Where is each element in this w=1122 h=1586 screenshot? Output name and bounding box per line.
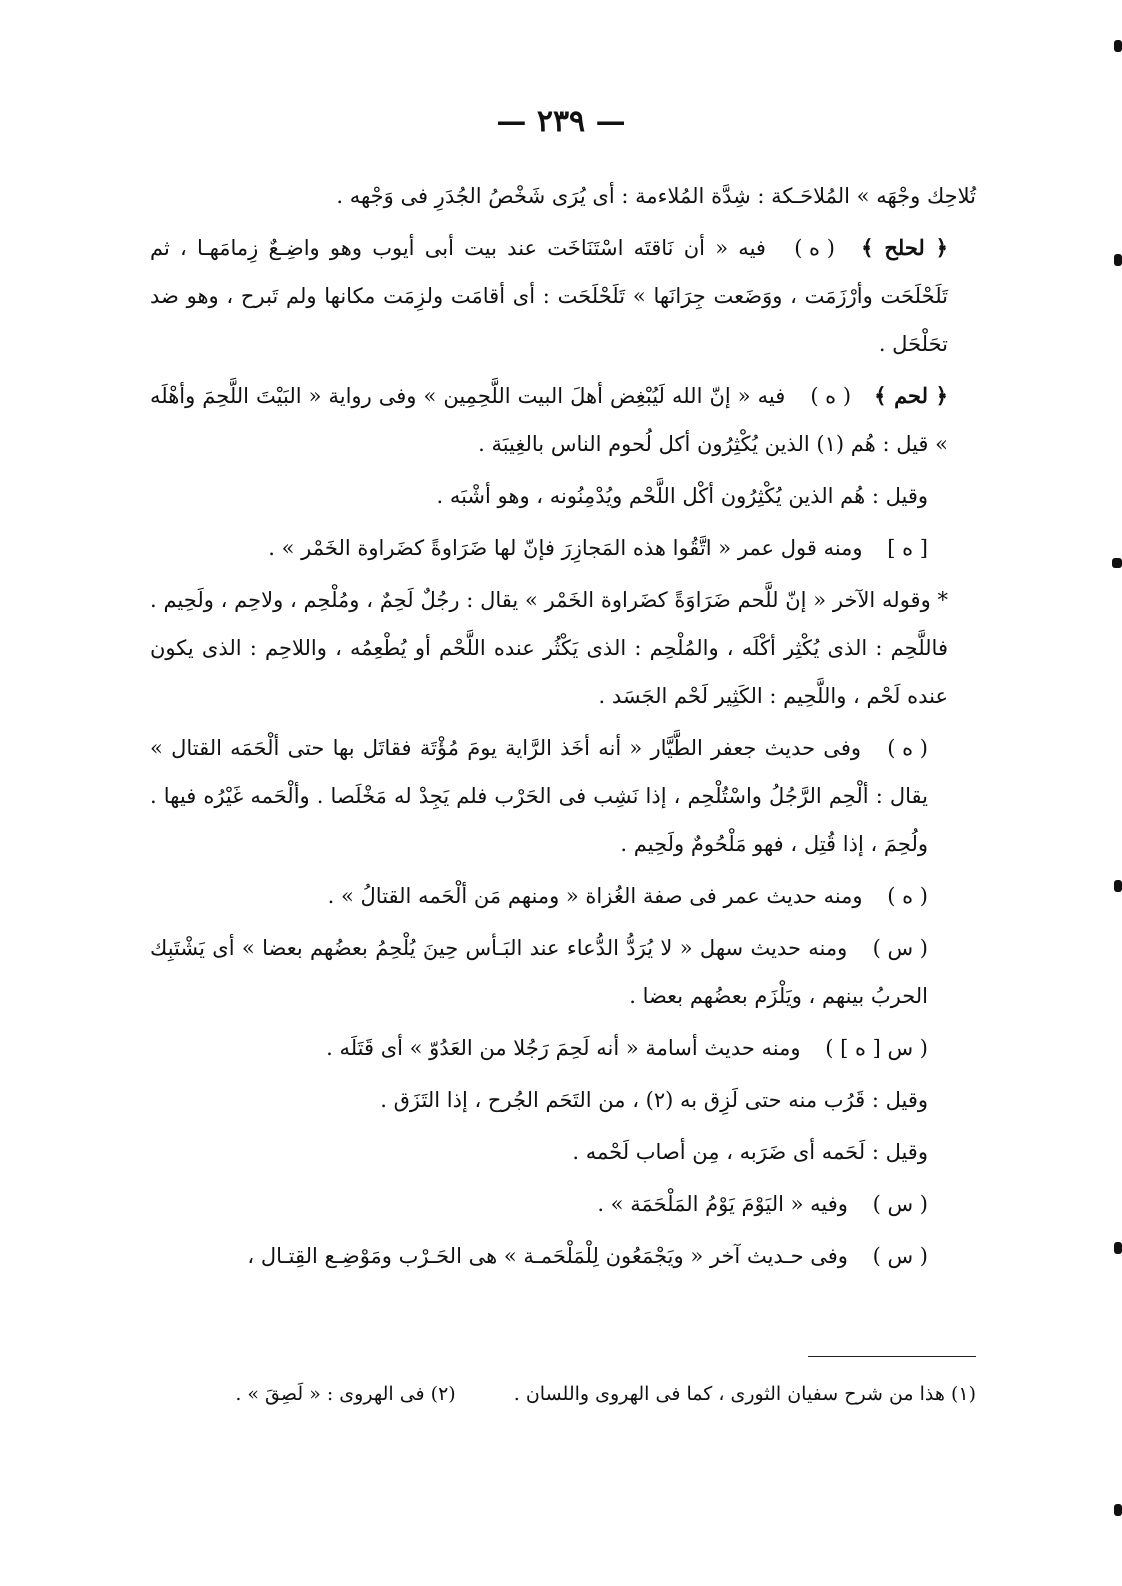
source-marker: [ ه ] [887, 536, 928, 560]
paragraph-text: ومنه حديث أسامة « أنه لَحِمَ رَجُلا من العَدُوّ » أى قَتَلَه . [326, 1036, 801, 1060]
scan-edge-mark [1114, 40, 1122, 52]
paragraph [150, 1180, 976, 1228]
paragraph [150, 924, 976, 1020]
paragraph-text: فيه « إنّ الله لَيُبْغِض أهلَ البيت اللَّحِمِين » وفى رواية « البَيْتَ اللَّحِمَ وأهْلَه » قيل : هُم (١) الذين يُكْثِرُون أكل لُحوم الناس بالغِيبَة . [150, 384, 948, 456]
entry-paragraph [150, 224, 976, 368]
paragraph-text: تُلاحِك وجْهَه » المُلاحَـكة : شِدَّة المُلاءمة : أى يُرَى شَخْصُ الجُدَرِ فى وَجْهه . [336, 184, 976, 208]
paragraph-text: فيه « أن نَاقتَه اسْتَنَاخَت عند بيت أبى أيوب وهو واضِـعٌ زِمامَهـا ، ثم تَلَحْلَحَت وأرْزَمَت ، ووَضَعت جِرَانَها » تَلَحْلَحَت : أى أقامَت ولزِمَت مكانها ولم تَبرح ، وهو ضد تحَلْحَل . [150, 236, 948, 356]
paragraph-text: * وقوله الآخر « إنّ للَّحم ضَرَاوَةً كضَراوة الخَمْر » يقال : رجُلٌ لَحِمٌ ، ومُلْحِم ، ولاحِم ، ولَحِيم . فاللَّحِم : الذى يُكْثِر أكْلَه ، والمُلْحِم : الذى يَكْثُر عنده اللَّحْم أو يُطْعِمُه ، واللاحِم : الذى يكون عنده لَحْم ، واللَّحِيم : الكَثِير لَحْم الجَسَد . [150, 588, 948, 708]
paragraph-text: وقيل : لَحَمه أى ضَرَبه ، مِن أصاب لَحْمه . [572, 1140, 928, 1164]
paragraph [150, 576, 976, 720]
entry-paragraph [150, 372, 976, 468]
paragraph [150, 524, 976, 572]
scan-edge-mark [1114, 254, 1122, 266]
paragraph-text: وفى حـديث آخر « ويَجْمَعُون لِلْمَلْحَمـة » هى الحَـرْب ومَوْضِـع القِتـال ، [247, 1244, 848, 1268]
paragraph [150, 1076, 976, 1124]
paragraph-text: وفى حديث جعفر الطَّيَّار « أنه أخَذ الرَّاية يومَ مُؤْتَة فقاتَل بها حتى ألْحَمَه القتال » يقال : ألْحِم الرَّجُلُ واسْتُلْحِم ، إذا نَشِب فى الحَرْب فلم يَجِدْ له مَخْلَصا . وألْحَمه غَيْرُه فيها . ولُحِمَ ، إذا قُتِل ، فهو مَلْحُومٌ ولَحِيم . [150, 736, 928, 856]
paragraph [150, 724, 976, 868]
main-text [150, 172, 976, 1284]
paragraph-text: ومنه حديث سهل « لا يُرَدُّ الدُّعاء عند البَـأس حِينَ يُلْحِمُ بعضُهم بعضا » أى يَشْتَبِك الحربُ بينهم ، ويَلْزَم بعضُهم بعضا . [150, 936, 928, 1008]
source-marker: ( س [ ه ] ) [825, 1036, 928, 1060]
paragraph [150, 1024, 976, 1072]
paragraph [150, 172, 976, 220]
paragraph [150, 472, 976, 520]
source-marker: ( ه ) [887, 736, 928, 760]
paragraph-text: وقيل : قَرُب منه حتى لَزِق به (٢) ، من التَحَم الجُرح ، إذا التَزَق . [380, 1088, 928, 1112]
paragraph-text: وفيه « اليَوْمَ يَوْمُ المَلْحَمَة » . [597, 1192, 848, 1216]
scan-edge-mark [1114, 1242, 1122, 1254]
scan-edge-mark [1114, 880, 1122, 892]
paragraph-text: وقيل : هُم الذين يُكْثِرُون أكْل اللَّحْم ويُدْمِنُونه ، وهو أشْبَه . [436, 484, 928, 508]
paragraph [150, 872, 976, 920]
page-number: — ٢٣٩ — [496, 104, 626, 139]
paragraph-text: ومنه حديث عمر فى صفة الغُزاة « ومنهم مَن ألْحَمه القتالُ » . [327, 884, 863, 908]
entry-headword: ﴿ لحم ﴾ [874, 383, 948, 408]
scan-edge-mark [1112, 558, 1122, 568]
footnote-1: (١) هذا من شرح سفيان الثورى ، كما فى الهروى واللسان . [513, 1383, 976, 1405]
source-marker: ( س ) [872, 936, 928, 960]
source-marker: ( ه ) [810, 384, 852, 408]
paragraph [150, 1232, 976, 1280]
entry-headword: ﴿ لحلح ﴾ [861, 235, 948, 260]
source-marker: ( ه ) [887, 884, 928, 908]
paragraph [150, 1128, 976, 1176]
footnote-2: (٢) فى الهروى : « لَصِقَ » . [235, 1383, 456, 1405]
footnote-divider [808, 1356, 976, 1357]
scan-edge-mark [1114, 1504, 1122, 1516]
paragraph-text: ومنه قول عمر « اتَّقُوا هذه المَجازِرَ فإنّ لها ضَرَاوةً كضَراوة الخَمْر » . [268, 536, 863, 560]
source-marker: ( س ) [872, 1244, 928, 1268]
source-marker: ( ه ) [794, 236, 835, 260]
footnotes [150, 1374, 976, 1414]
source-marker: ( س ) [872, 1192, 928, 1216]
